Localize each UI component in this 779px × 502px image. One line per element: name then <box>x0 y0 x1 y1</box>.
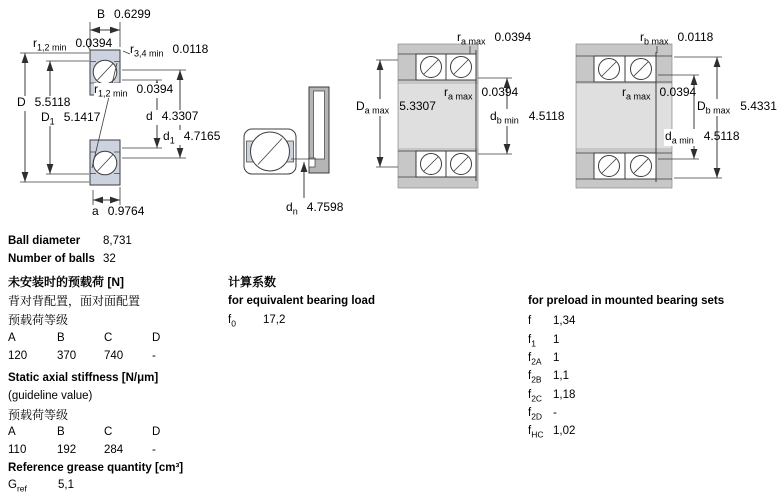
factor-f2c-symbol: $f_{2C}$ <box>528 389 543 404</box>
factor-f-value: 1,34 <box>553 315 576 327</box>
preload-value-c: 740 <box>104 350 124 362</box>
grease-symbol: $G_{ref}$ <box>8 479 27 494</box>
stiffness-header-c: C <box>104 426 113 438</box>
dim-label-B: B 0.6299 <box>97 7 151 21</box>
f0-symbol: $f_0$ <box>228 314 236 329</box>
stiffness-value-c: 284 <box>104 444 124 456</box>
preload-sets-title: for preload in mounted bearing sets <box>528 295 725 307</box>
number-of-balls-label: Number of balls <box>8 253 95 265</box>
factor-f2b-value: 1,1 <box>553 370 569 382</box>
dim-label-a: a 0.9764 <box>92 204 145 218</box>
factor-f2a-symbol: $f_{2A}$ <box>528 352 542 367</box>
factor-fhc-value: 1,02 <box>553 425 576 437</box>
dim-label-Da-max: $D_{a max}$ 5.3307 <box>356 99 436 116</box>
preload-header-a: A <box>8 332 16 344</box>
dim-label-D: D 5.5118 <box>17 96 70 111</box>
ball-diameter-value: 8,731 <box>103 235 132 247</box>
factor-f2c-value: 1,18 <box>553 389 576 401</box>
factor-f2a-value: 1 <box>553 352 560 364</box>
stiffness-header-b: B <box>57 426 65 438</box>
preload-value-a: 120 <box>8 350 28 362</box>
grease-value: 5,1 <box>58 479 74 491</box>
preload-value-b: 370 <box>57 350 77 362</box>
dim-label-ra-max-2: $r_{a max}$ 0.0394 <box>622 85 697 102</box>
stiffness-subtitle: (guideline value) <box>8 390 93 402</box>
stiffness-class-label: 预载荷等级 <box>8 408 69 422</box>
dim-label-da-min: $d_{a min}$ 4.5118 <box>665 129 740 146</box>
factor-fhc-symbol: $f_{HC}$ <box>528 425 544 440</box>
factor-f2d-value: - <box>553 407 557 419</box>
f0-value: 17,2 <box>263 314 286 326</box>
ball-diameter-label: Ball diameter <box>8 235 81 247</box>
grease-title: Reference grease quantity [cm³] <box>8 462 184 474</box>
preload-arrangement-subtitle: 背对背配置，面对面配置 <box>8 294 141 308</box>
dim-label-D1: $D_1$ 5.1417 <box>41 110 101 127</box>
preload-value-d: - <box>152 350 156 362</box>
dim-label-rb-max: $r_{b max}$ 0.0118 <box>640 30 714 47</box>
seal-cross-section <box>309 87 329 173</box>
equivalent-load-title: for equivalent bearing load <box>228 295 375 307</box>
dim-label-d1: $d_1$ 4.7165 <box>163 129 221 146</box>
factor-f2d-symbol: $f_{2D}$ <box>528 407 543 422</box>
number-of-balls-value: 32 <box>103 253 116 265</box>
dim-label-r12-min-inner: $r_{1,2 min}$ 0.0394 <box>94 82 174 99</box>
dim-label-ra-max-inner: $r_{a max}$ 0.0394 <box>444 85 519 102</box>
stiffness-value-a: 110 <box>8 444 27 456</box>
dim-label-Db-max: $D_{b max}$ 5.4331 <box>697 99 777 116</box>
preload-header-c: C <box>104 332 113 344</box>
stiffness-value-d: - <box>152 444 156 456</box>
factor-f1-symbol: $f_1$ <box>528 334 536 349</box>
stiffness-header-d: D <box>152 426 161 438</box>
stiffness-header-a: A <box>8 426 16 438</box>
dim-label-db-min: $d_{b min}$ 4.5118 <box>490 109 565 126</box>
dim-label-dn: $d_n$ 4.7598 <box>286 200 344 217</box>
preload-unmounted-title: 未安装时的预载荷 [N] <box>8 275 124 289</box>
preload-header-b: B <box>57 332 65 344</box>
dim-label-d: d 4.3307 <box>146 110 198 125</box>
factor-f-symbol: f <box>528 315 532 327</box>
dim-label-r34-min: $r_{3,4 min}$ 0.0118 <box>130 42 209 59</box>
bearing-front-view-drawing <box>244 87 329 198</box>
dim-label-ra-max-top: $r_{a max}$ 0.0394 <box>457 30 532 47</box>
dim-label-r12-min: $r_{1,2 min}$ 0.0394 <box>33 36 113 53</box>
factor-f2b-symbol: $f_{2B}$ <box>528 370 542 385</box>
stiffness-title: Static axial stiffness [N/μm] <box>8 372 159 384</box>
factor-f1-value: 1 <box>553 334 560 346</box>
preload-class-label: 预载荷等级 <box>8 313 69 327</box>
calc-factors-title: 计算系数 <box>228 275 277 289</box>
stiffness-value-b: 192 <box>57 444 77 456</box>
preload-header-d: D <box>152 332 161 344</box>
